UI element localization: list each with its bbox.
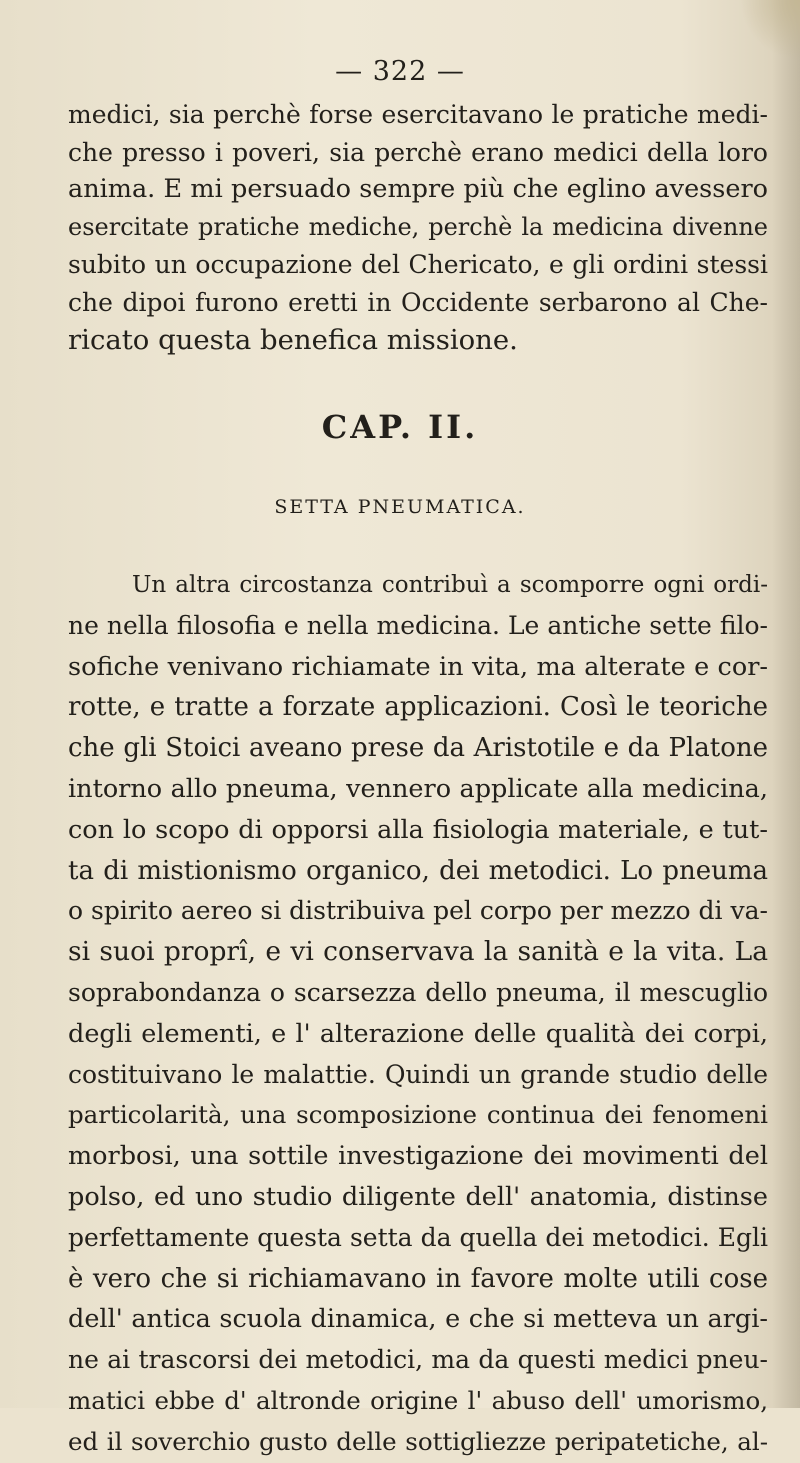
text-line: che presso i poveri, sia perchè erano medici della loro: [68, 137, 768, 167]
top-paragraph: [68, 96, 768, 359]
text-line: morbosi, una sottile investigazione dei movimenti del: [68, 1141, 768, 1172]
text-line: Un altra circostanza contribuì a scomporre ogni ordi-: [132, 572, 768, 598]
text-line: dell' antica scuola dinamica, e che si metteva un argi-: [68, 1304, 768, 1335]
text-line: ricato questa benefica missione.: [68, 323, 518, 356]
text-line: matici ebbe d' altronde origine l' abuso dell' umorismo,: [68, 1385, 768, 1415]
page-corner-stain: [740, 0, 800, 60]
text-line: ne nella filosofia e nella medicina. Le antiche sette filo-: [68, 610, 768, 640]
chapter-heading: CAP. II.: [321, 408, 479, 446]
text-line: si suoi proprî, e vi conservava la sanità e la vita. La: [68, 936, 768, 968]
text-line: medici, sia perchè forse esercitavano le pratiche medi-: [68, 100, 768, 129]
text-line: anima. E mi persuado sempre più che eglino avessero: [68, 174, 768, 205]
text-line: polso, ed uno studio diligente dell' anatomia, distinse: [68, 1181, 768, 1212]
text-line: con lo scopo di opporsi alla fisiologia materiale, e tut-: [68, 814, 768, 845]
text-line: o spirito aereo si distribuiva pel corpo per mezzo di va-: [68, 896, 768, 926]
text-line: ta di mistionismo organico, dei metodici. Lo pneuma: [68, 855, 768, 886]
section-title: SETTA PNEUMATICA.: [274, 496, 526, 518]
text-line: sofiche venivano richiamate in vita, ma alterate e cor-: [68, 651, 768, 682]
text-line: particolarità, una scomposizione continua dei fenomeni: [68, 1100, 768, 1130]
text-line: che dipoi furono eretti in Occidente serbarono al Che-: [68, 287, 768, 317]
text-line: intorno allo pneuma, vennero applicate alla medicina,: [68, 773, 768, 804]
text-line: subito un occupazione del Chericato, e gli ordini stessi: [68, 250, 768, 280]
page-number: — 322 —: [335, 56, 465, 87]
text-line: degli elementi, e l' alterazione delle qualità dei corpi,: [68, 1018, 768, 1049]
main-paragraph: [68, 565, 768, 1463]
page-edge-shadow: [772, 0, 800, 1408]
text-line: ne ai trascorsi dei metodici, ma da questi medici pneu-: [68, 1345, 768, 1375]
text-line: perfettamente questa setta da quella dei metodici. Egli: [68, 1222, 768, 1252]
text-line: rotte, e tratte a forzate applicazioni. Così le teoriche: [68, 692, 768, 723]
text-line: costituivano le malattie. Quindi un grande studio delle: [68, 1059, 768, 1089]
text-line: ed il soverchio gusto delle sottigliezze peripatetiche, al-: [68, 1426, 768, 1456]
text-line: esercitate pratiche mediche, perchè la medicina divenne: [68, 212, 768, 241]
text-line: è vero che si richiamavano in favore molte utili cose: [68, 1263, 768, 1294]
text-line: soprabondanza o scarsezza dello pneuma, il mescuglio: [68, 977, 768, 1007]
text-line: che gli Stoici aveano prese da Aristotile e da Platone: [68, 733, 768, 764]
